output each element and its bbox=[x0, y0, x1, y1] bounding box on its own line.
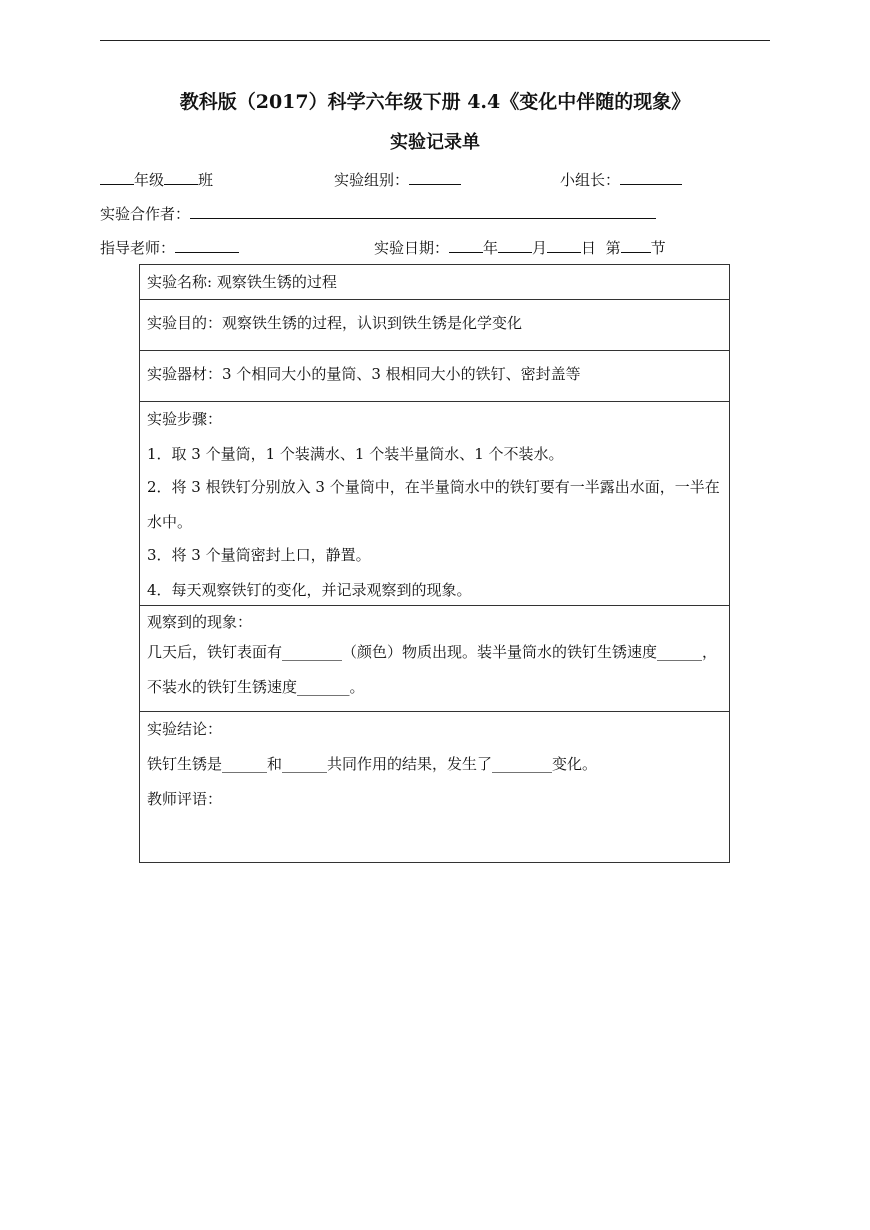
day-blank[interactable] bbox=[547, 238, 581, 253]
conclusion-title: 实验结论： bbox=[147, 720, 223, 738]
day-label: 日 bbox=[581, 239, 597, 257]
experiment-purpose-cell: 实验目的：观察铁生锈的过程，认识到铁生锈是化学变化 bbox=[140, 300, 730, 351]
experiment-materials-cell: 实验器材：3 个相同大小的量筒、3 根相同大小的铁钉、密封盖等 bbox=[140, 351, 730, 402]
step-1: 1．取 3 个量筒，1 个装满水、1 个装半量筒水、1 个不装水。 bbox=[147, 445, 564, 463]
observe-title: 观察到的现象： bbox=[147, 613, 253, 631]
partners-blank[interactable] bbox=[190, 204, 656, 219]
leader-line bbox=[560, 170, 682, 190]
partners-line bbox=[100, 204, 656, 224]
table-row bbox=[140, 351, 730, 402]
year-label: 年 bbox=[483, 239, 499, 257]
page-subtitle: 实验记录单 bbox=[390, 132, 480, 153]
observation-cell bbox=[140, 606, 730, 712]
year-blank[interactable] bbox=[449, 238, 483, 253]
period-prefix: 第 bbox=[605, 239, 621, 257]
leader-label: 小组长： bbox=[560, 171, 621, 189]
grade-class-line bbox=[100, 170, 213, 190]
period-suffix: 节 bbox=[650, 239, 666, 257]
teacher-label: 指导老师： bbox=[100, 239, 176, 257]
experiment-steps-cell bbox=[140, 402, 730, 606]
table-row bbox=[140, 606, 730, 712]
partners-label: 实验合作者： bbox=[100, 205, 191, 223]
top-rule bbox=[100, 40, 770, 41]
step-4: 4．每天观察铁钉的变化，并记录观察到的现象。 bbox=[147, 581, 472, 599]
step-2: 2．将 3 根铁钉分别放入 3 个量筒中，在半量筒水中的铁钉要有一半露出水面，一半在水中。 bbox=[147, 478, 720, 531]
date-line bbox=[374, 238, 666, 258]
month-label: 月 bbox=[532, 239, 548, 257]
class-label: 班 bbox=[198, 171, 214, 189]
conclusion-cell bbox=[140, 712, 730, 863]
page-title: 教科版（2017）科学六年级下册 4.4《变化中伴随的现象》 bbox=[179, 91, 691, 113]
teacher-blank[interactable] bbox=[175, 238, 239, 253]
group-blank[interactable] bbox=[409, 170, 461, 185]
period-blank[interactable] bbox=[621, 238, 651, 253]
teacher-comment-label: 教师评语： bbox=[147, 790, 223, 808]
experiment-name-cell: 实验名称: 观察铁生锈的过程 bbox=[140, 265, 730, 300]
observe-text: 几天后，铁钉表面有________（颜色）物质出现。装半量筒水的铁钉生锈速度______，不装水的铁钉生锈速度_______。 bbox=[147, 643, 718, 696]
month-blank[interactable] bbox=[498, 238, 532, 253]
date-label: 实验日期： bbox=[374, 239, 450, 257]
conclusion-text: 铁钉生锈是______和______共同作用的结果，发生了________变化。 bbox=[147, 755, 598, 773]
grade-blank[interactable] bbox=[100, 170, 134, 185]
table-row bbox=[140, 402, 730, 606]
table-row bbox=[140, 712, 730, 863]
grade-label: 年级 bbox=[134, 171, 165, 189]
record-table bbox=[139, 264, 730, 863]
group-line bbox=[334, 170, 461, 190]
teacher-line bbox=[100, 238, 239, 258]
steps-title: 实验步骤： bbox=[147, 410, 223, 428]
leader-blank[interactable] bbox=[620, 170, 682, 185]
step-3: 3．将 3 个量筒密封上口，静置。 bbox=[147, 546, 371, 564]
group-label: 实验组别： bbox=[334, 171, 410, 189]
table-row bbox=[140, 265, 730, 300]
table-row bbox=[140, 300, 730, 351]
class-blank[interactable] bbox=[164, 170, 198, 185]
